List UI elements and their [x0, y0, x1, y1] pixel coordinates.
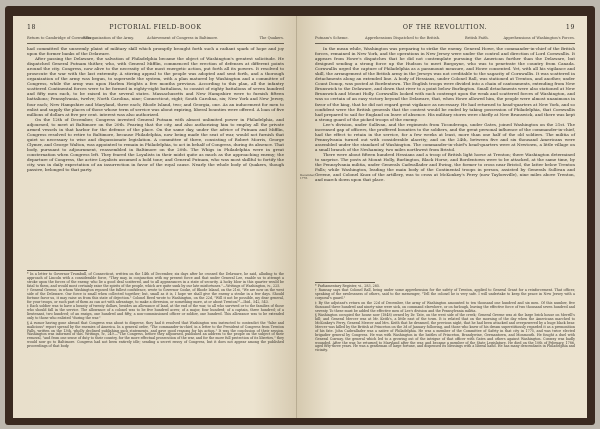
left-running-title: PICTORIAL FIELD-BOOK — [109, 24, 202, 31]
footnote-rule — [315, 282, 375, 283]
right-footnotes — [315, 285, 575, 354]
left-subhead: Reorganization of the Army. — [83, 36, 134, 40]
paragraph: After passing the Delaware, the salvation of Philadelphia became the object of Washington's greatest solicitude. He dispatched General Putnam thither, who, with General Mifflin, commenced the erection of defenses at different points around the city. Congress, now alive to the necessity of the most energetic action, put forth all its powers. It resolved to prosecute the war with the last extremity. A stirring appeal to the people was adopted and sent forth, and a thorough organization of the army was begun, to supersede the system, with a plan matured by Washington and a committee of Congress, while the army was upon Harlem Heights a few months previous. According to this plan, all the infantry scattered Continental forces were to be formed in eighty-eight battalions, to consist of eighty battalions of seven hundred and fifty men each, to be raised in the several states. Massachusetts and New Hampshire were to furnish fifteen battalions; Pennsylvania, twelve; North Carolina, nine; Connecticut, eight; South Carolina, six; New York and New Jersey, four each; New Hampshire and Maryland, three each; Rhode Island, two; and Georgia, one. As an inducement for men to enlist and supply the places of those whose term of service was about expiring, liberal bounties were offered. A loan of five millions of dollars at five per cent. interest was also authorized. — [27, 56, 284, 117]
left-subheads — [27, 36, 284, 44]
footnote: § Washington occupied the house now (1848) owned by Dr. Tate, on the west side of the creek; General Greene was at the large brick house on Merrill's hill; and General Mercer was at Mr. Keith's, a little east of the town. It is related that on the morning of the day when the Americans marched to McKonkey's Ferry, General Mercer and Mrs. Keith that he dreamed, the previous night, that he had been attacked and overpowered by a huge black bear. Mercer was killed by the British at Princeton on the 3d of January following, and those who knew of his dream superstitiously regarded it as a premonition of his fate. John Cadwallader was a native of Philadelphia. He was a member of the Committee of Safety in that city in 1775, and was twice elected brigadier general by Congress. He was with Washington in the battles of Princeton, Brandywine, Germantown, and Monmouth. He fought a duel with General Conway, the general which led to a growing out of the intrigue of that officer with Gates and others against Washington. Conway was badly wounded. After the war, he returned to Maryland after the war, and became a member of the State Legislature. He died on the 10th of February, 1786, aged fifty-three years. He was a gentleman of large fortune, and dispensed its blessings with a liberal hand. He has many descendants in Philadelphia and vicinity. — [315, 312, 575, 353]
footnote: * Parliamentary Register, vi., 283, 285. — [315, 284, 381, 288]
right-subhead: Putnam's Scheme. — [315, 36, 349, 40]
left-subhead: The Quakers. — [259, 36, 284, 40]
left-subhead: Achievement of Congress in Baltimore. — [147, 36, 219, 40]
footnote: † General Greene, in whom Washington reposed the fullest confidence, wrote to Governor Cooke, of Rhode Island, on the 21st, "We are now on the west side of the Delaware. Our force is small when collected together; but, small as it is, I hope we shall give the enemy a stroke in a few days. Should fortune favor us, it may raise us from this state of dejection." Colonel Reed wrote to Washington, on the 22d, "Will it not be possible, my dear general, for your troops, or such part of them as can act with advantage, to make a diversion, or something more, at or about Trenton?"—Ibid., 542, 543. — [27, 288, 284, 305]
right-subhead: British Faith. — [465, 36, 489, 40]
paragraph: On the 12th of December, Congress invested General Putnam with almost unlimited power in Philadelphia, and adjourned, to meet at Baltimore on the 20th. Fearing that the city, and also authorizing him to employ all the private armed vessels in that harbor for the defense of the place. On the same day, under the advice of Putnam and Mifflin, Congress resolved to retire to Baltimore, because Philadelphia, now being made the seat of war, would not furnish that quiet so necessary to wise and dispassionate legislation. A committee of three, consisting of Robert Morris, George Clymer, and George Walton, was appointed to remain in Philadelphia, to act in behalf of Congress, during its absence. That body, pursuant to adjournment, reassembled in Baltimore on the 20th. The Whigs in Philadelphia were in great consternation when Congress left. They feared the Loyalists in their midst quite as much as the approaching enemy; the departure of Congress, the active Loyalists assumed a bold tone; and General Putnam, who was most skillful to fortify the city, was in daily expectation of an insurrection in favor of the royal cause. Nearly the whole body of Quakers, though passive, belonged to that party. — [27, 116, 284, 173]
paragraph: had committed the unseemly plaint of military skill which promptly brought forth such a radiant spark of hope and joy upon the former banks of the Delaware. — [27, 46, 284, 57]
left-body-text — [27, 46, 284, 172]
footnote: * In a letter to Governor Trumbull, of Connecticut, written on the 14th of December, six days after he crossed the Delaware, he said, alluding to the approach of Lincoln with a considerable force, "They may, in conjunction with my present force and that under General Lee, enable us to attempt a stroke upon the forces of the enemy, who lie a good deal scattered, and to all appearances in a state of security. A lucky blow in this quarter would be fatal to them, and would most certainly raise the spirits of the people, which are quite sunk by our late misfortunes."—Writings of Washington, iv., 225. — [27, 272, 284, 288]
right-subheads — [315, 36, 575, 44]
right-running-head — [315, 24, 575, 34]
left-running-head — [27, 24, 284, 34]
left-footnotes — [27, 273, 284, 350]
right-body-text — [315, 46, 575, 182]
footnote: § A rumor having gone abroad that Congress was about to disperse, they had it resolved that Washington was instructed to contradict the "false and malicious" report spread by the enemies of America. In a general order, "The commander-in-chief, in a letter to the President of Congress from Trenton Falls, written on the 13th, wholly declined publishing such statements, and gave good reasons for his action." It was the conclusion of their session. Washington was informed of this. Writings, iv., 249.—"The Congress, before they adjourned, published an address to the people on the subject of their removal, "and from one sense of duty to their country, for the more effectual prosecution of the war, and for the more full protection of its liberties," they would now go to Baltimore. Congress had not been entirely idle; sending a secret envoy of Congress, but it does not appear among the published proceedings of that body. — [27, 320, 284, 349]
left-page — [13, 16, 297, 418]
footnote: ‡ Each soldier was to have a bounty of twenty dollars, besides an allowance of land, at the end of the war, to all who survived or to the families of those who should fall in the service. The allowance of a colonel was to be five hundred acres; of a major, four hundred; of a captain, three hundred; of a lieutenant, two hundred; of an ensign, one hundred and fifty; a non-commissioned officer or soldier, one hundred. This allowance was to be extended only to those who enlisted "during the war." — [27, 304, 284, 321]
right-page-number: 19 — [565, 24, 575, 31]
footnote: ‡ By the adjutant's return on the 22d of December, the army of Washington amounted to ten thousand one hundred and six men. Of this number, five thousand three hundred and ninety-nine were sick, on command elsewhere, or on furlough, leaving the effective force of two thousand seven hundred and seventy. To these must be added the effective men of Lee's division and the Pennsylvania militia. — [315, 300, 575, 313]
left-subhead: Return to Cambridge of Cornwallis. — [27, 36, 93, 40]
paragraph: There were about fifteen hundred Hessians and a troop of British light horse at Trenton; there Washington determined to surprise. The posts at Mount Holly, Burlington, Black Horse, and Bordentown were to be attacked, at the same time, by the Pennsylvania militia, under Generals Cadwallader and Ewing, the former to cross near Bristol, the latter below Trenton Falls; while Washington, leading the main body of the Continental troops in person, assisted by Generals Sullivan and Greene, and Colonel Knox of the artillery, was to cross at McKonkey's Ferry (now Taylorsville), nine miles above Trenton, and march down upon that place. — [315, 151, 575, 183]
footnote-rule — [27, 270, 87, 271]
right-subhead: Apprehensions of Washington's Forces. — [503, 36, 575, 40]
open-book — [5, 6, 595, 425]
footnote: † Ramsay says that Colonel Rall, being under some apprehension for the safety of Trenton, applied to General Grant for a reinforcement. That officer, speaking of the rawlessness of others, said to the messenger, "Tell the colonel he is very safe. I will undertake to keep the peace in New Jersey with a corporal's guard." — [315, 288, 575, 301]
left-page-number: 18 — [27, 24, 37, 31]
right-page — [297, 16, 587, 418]
right-running-title: OF THE REVOLUTION. — [402, 24, 488, 31]
paragraph: Lee's division, under Sullivan, and the regiments from Ticonderoga, under Gates, joined Washington on the 21st. The increased gap of officers, the proffered bounties to the soldiers, and the great personal influence of the commander-in-chief, had the effect to retain in the service, for a few weeks at least, more than one half of the old soldiers. The militia of Pennsylvania turned out with considerable alacrity; and on the 24th, between five and six thousand Americans were assembled under the standard of Washington. The commander-in-chief's head-quarters were at Newtown, a little village on a small branch of the Neshaminy, two miles northwest from Bristol. — [315, 121, 575, 152]
paragraph: In the mean while, Washington was preparing to strike the enemy. General Howe, the commander-in-chief of the British forces, remained in New York, and the operations in New Jersey were under the control and direction of Lord Cornwallis. It appears from Howe's dispatches that he did not contemplate pursuing the American further than the Delaware, but designed sending a strong force up the Hudson to meet Burgoyne, who was to penetrate the country from Canada. Cornwallis urged the capture of Philadelphia as a paramount measure, and Howe consented. Yet, with all his vigilance and skill, the arrangement of the British army in the Jerseys was not creditable to the sagacity of Cornwallis. It was scattered in detachments along an extended line. A body of Hessians, under Colonel Rall, was stationed at Trenton, and another, under Count Donop, was posted at Bordentown. The English troops were divided into a chain of cantonments, extending from New Brunswick to the Delaware, and down that river to a point below Burlington. Small detachments were also stationed at New Brunswick and Mount Holly. Cornwallis looked with such contempt upon the weak and scattered forces of Washington, and was so certain of an easy victory beyond the Delaware, that, when Howe allowed him, the people were almost unanimous in favor of the king, that he did not regard great vigilance as necessary. He had returned to head-quarters at New York, and so confident were the British generals that the contest would be ended by taking possession of Philadelphia, that Cornwallis had prepared to sail for England on leave of absence. His military stores were chiefly at New Brunswick, and there was kept a strong guard of the picked troops of the enemy. — [315, 46, 575, 122]
right-subhead: Apprehensions Dispatched to the British. — [365, 36, 441, 40]
margin-note: December, 1776. — [300, 173, 316, 181]
